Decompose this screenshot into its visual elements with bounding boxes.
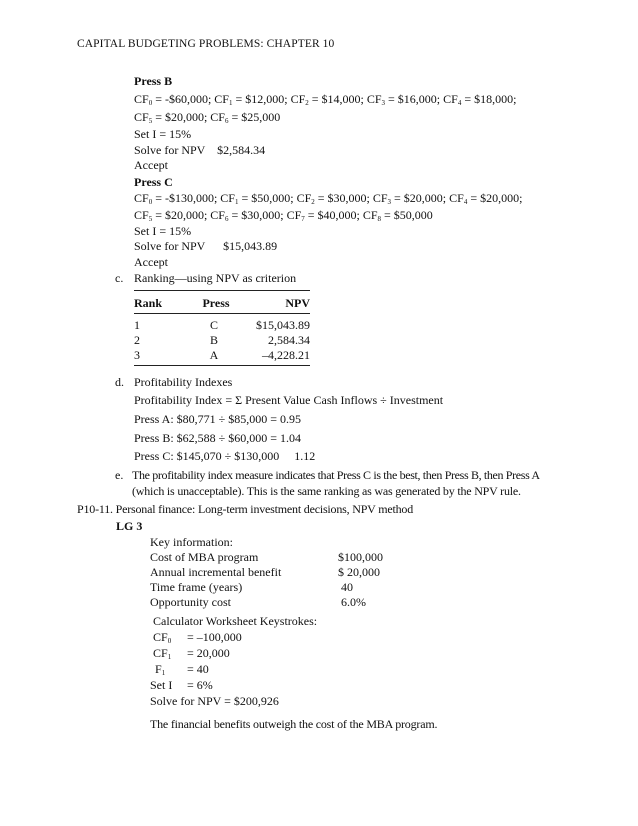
value-f1: = 40 [187,662,209,676]
cf-subscript: 6 [224,117,229,125]
page-header: CAPITAL BUDGETING PROBLEMS: CHAPTER 10 [77,38,335,50]
npv-solution: Solve for NPV = $200,926 [150,694,279,708]
cf-subscript: 4 [463,198,468,206]
conclusion: The financial benefits outweigh the cost of the MBA program. [150,717,438,731]
press-c-set-i: Set I = 15% [134,224,192,238]
value-cf1: = 20,000 [187,646,230,660]
cf-text: = $25,000 [228,110,281,124]
part-e-line-1: The profitability index measure indicates that Press C is the best, then Press B, then Press A [132,468,540,482]
table-row-1-rank: 1 [134,318,140,332]
cf-text: = $30,000; CF [228,208,302,222]
press-c-cf-line-2 [134,208,433,223]
cf-text: = $50,000 [381,208,433,222]
press-b-cf-line-1 [134,92,516,107]
table-row-2-rank: 2 [134,333,140,347]
key-information-heading: Key information: [150,535,233,549]
cf-subscript: 1 [228,99,233,107]
table-row-1-npv: $15,043.89 [256,318,310,332]
cf-text: = $40,000; CF [304,208,378,222]
part-c-label: c. [115,271,124,285]
table-row-2-npv: 2,584.34 [268,333,310,347]
press-c-pi: Press C: $145,070 ÷ $130,000 1.12 [134,449,316,463]
cf-text: CF [134,92,149,106]
cf-subscript: 2 [305,99,309,107]
cf-text: = $20,000; [467,191,523,205]
cf-subscript: 7 [301,215,305,223]
item-label-cost: Cost of MBA program [150,550,259,564]
cf-subscript: 1 [234,198,239,206]
cf-text: = -$60,000; CF [152,92,229,106]
table-bottom-rule [134,365,310,366]
table-row-3-npv: –4,228.21 [262,348,310,362]
cf-subscript: 0 [148,198,153,206]
item-label-time-frame: Time frame (years) [150,580,243,594]
learning-goal: LG 3 [116,519,143,533]
key-f1: $F_1$ [155,662,166,677]
press-b-set-i: Set I = 15% [134,127,192,141]
item-value-time-frame: 40 [341,580,353,594]
part-d-label: d. [115,375,124,389]
part-d-text: Profitability Indexes [134,375,233,389]
value-cf0: = –100,000 [187,630,242,644]
press-c-solve: Solve for NPV $15,043.89 [134,239,278,253]
cf-text: = -$130,000; CF [152,191,235,205]
press-b-solve: Solve for NPV $2,584.34 [134,143,266,157]
cf-text: = $20,000; CF [152,208,225,222]
press-a-pi: Press A: $80,771 ÷ $85,000 = 0.95 [134,412,302,426]
table-top-rule [134,290,310,291]
table-row-3-rank: 3 [134,348,140,362]
cf-text: = $50,000; CF [238,191,312,205]
table-row-1-press: C [209,318,218,332]
key-set-i: Set I [150,678,173,692]
table-header-npv: NPV [285,296,310,310]
profitability-index-formula: Profitability Index = Σ Present Value Cash Inflows ÷ Investment [134,393,444,407]
item-value-opportunity-cost: 6.0% [341,595,366,609]
cf-subscript: 8 [377,215,382,223]
cf-subscript: 5 [148,117,153,125]
cf-text: = $14,000; CF [308,92,382,106]
calculator-heading: Calculator Worksheet Keystrokes: [153,614,318,628]
press-b-cf-line-2 [134,110,280,125]
cf-subscript: 3 [381,99,386,107]
key-cf0: $CF_0$ [153,630,172,645]
cf-subscript: 5 [148,215,153,223]
cf-text: = $18,000; [461,92,517,106]
table-header-rule [134,313,310,314]
cf-subscript: 2 [311,198,315,206]
cf-text: CF [134,191,149,205]
item-value-benefit: $ 20,000 [338,565,380,579]
item-label-opportunity-cost: Opportunity cost [150,595,231,609]
key-cf1: $CF_1$ [153,646,172,661]
cf-subscript: 4 [457,99,462,107]
part-e-line-2: (which is unacceptable). This is the same ranking as was generated by the NPV rule. [132,484,521,498]
cf-text: CF [134,208,149,222]
value-set-i: = 6% [187,678,213,692]
cf-subscript: 3 [387,198,392,206]
part-e-label: e. [115,468,124,482]
press-b-title: Press B [134,74,173,88]
table-row-3-press: A [209,348,219,362]
item-value-cost: $100,000 [338,550,383,564]
part-c-text: Ranking—using NPV as criterion [134,271,297,285]
table-header-rank: Rank [134,296,163,310]
press-c-cf-line-1 [134,191,522,206]
cf-text: = $16,000; CF [385,92,458,106]
cf-text: = $12,000; CF [232,92,306,106]
cf-text: = $20,000; CF [391,191,464,205]
cf-text: = $20,000; CF [152,110,225,124]
cf-text: CF [134,110,149,124]
table-header-press: Press [202,296,230,310]
item-label-benefit: Annual incremental benefit [150,565,282,579]
press-b-decision: Accept [134,158,168,172]
problem-p10-11-title: P10-11. Personal finance: Long-term investment decisions, NPV method [77,502,414,516]
press-c-decision: Accept [134,255,168,269]
press-c-title: Press C [134,175,173,189]
cf-text: = $30,000; CF [314,191,388,205]
table-row-2-press: B [209,333,218,347]
cf-subscript: 6 [224,215,229,223]
cf-subscript: 0 [148,99,153,107]
press-b-pi: Press B: $62,588 ÷ $60,000 = 1.04 [134,431,302,445]
